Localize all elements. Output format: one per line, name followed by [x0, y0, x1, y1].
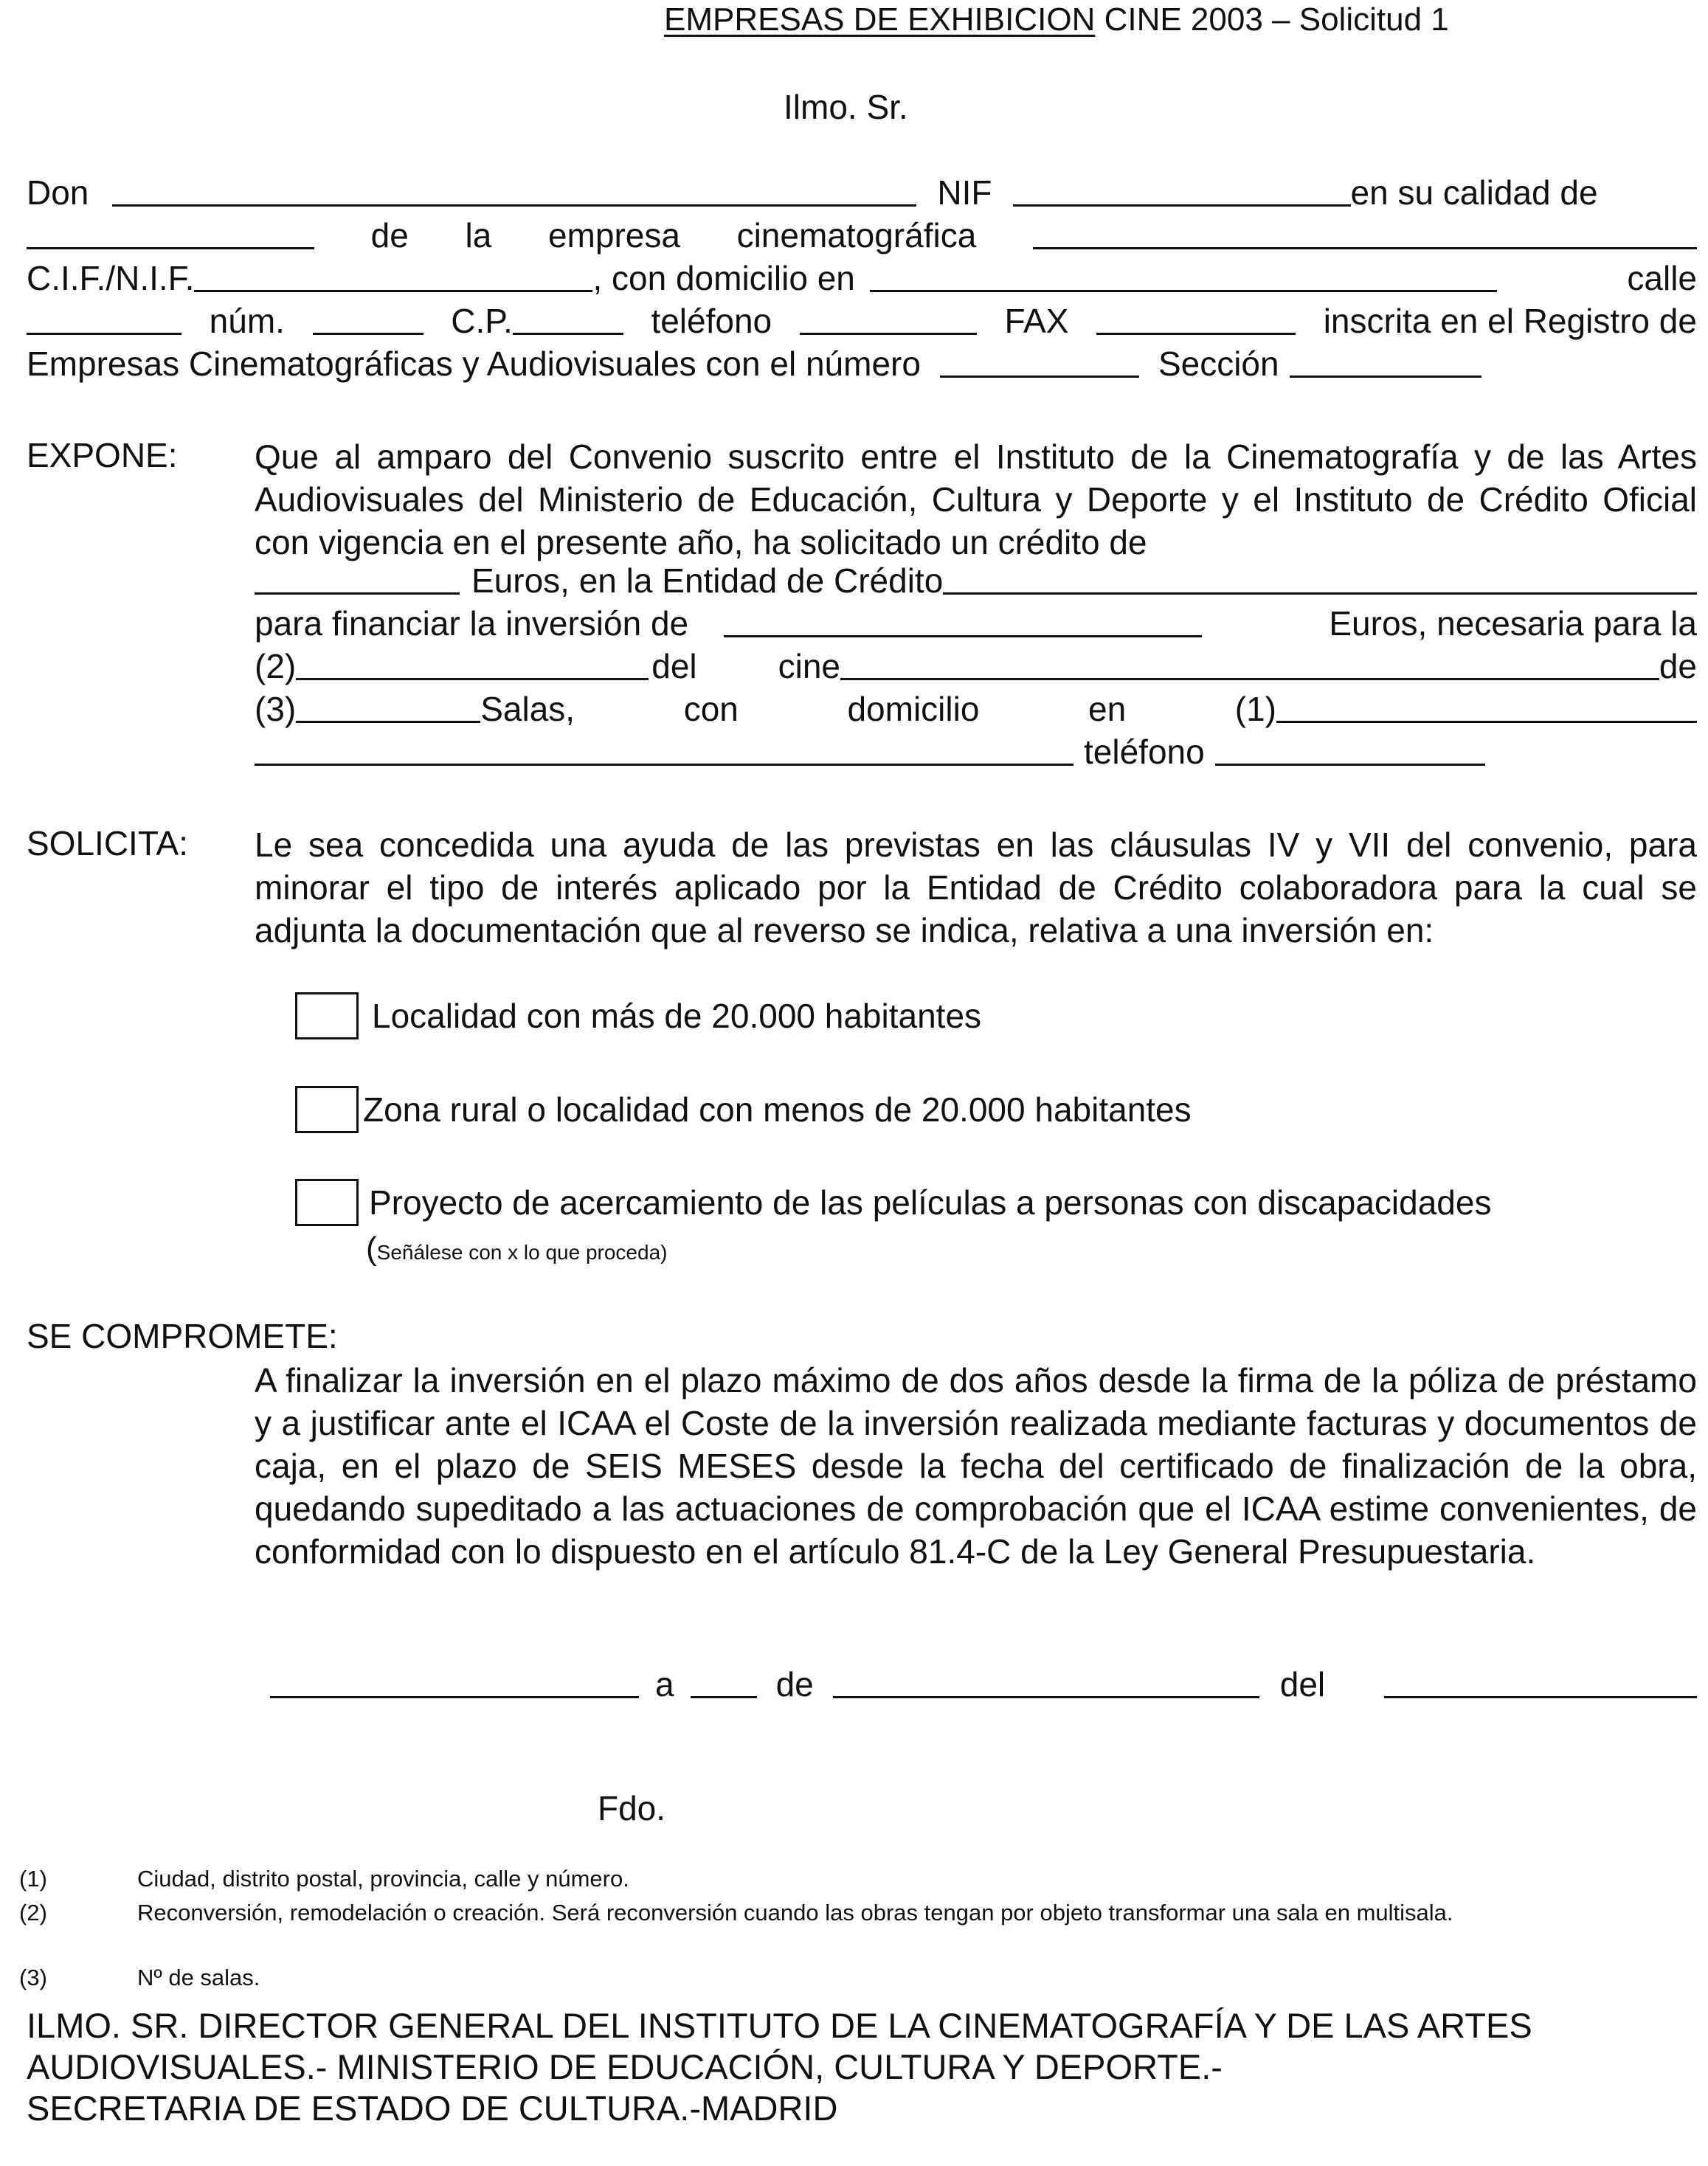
del-label: del — [651, 647, 697, 685]
de-label: de — [1659, 647, 1697, 685]
footnote-1 — [19, 1865, 1694, 1893]
footnote-2-text: Reconversión, remodelación o creación. Será reconversión cuando las obras tengan por objeto transformar una sala en multisala. — [137, 1900, 1453, 1925]
applicant-line-4 — [27, 300, 1697, 341]
expone-line-8 — [255, 730, 1697, 772]
expone-line-6 — [255, 645, 1697, 686]
year-field[interactable] — [1384, 1667, 1697, 1698]
option-2-label: Zona rural o localidad con menos de 20.000 habitantes — [363, 1090, 1192, 1129]
addressee-line-3: SECRETARIA DE ESTADO DE CULTURA.-MADRID — [27, 2089, 838, 2128]
option-row-1 — [295, 992, 981, 1039]
addressee-line-2: AUDIOVISUALES.- MINISTERIO DE EDUCACIÓN, CULTURA Y DEPORTE.- — [27, 2047, 1223, 2086]
fax-field[interactable] — [1096, 303, 1296, 335]
street-field[interactable] — [27, 303, 181, 335]
form-title — [664, 1, 1449, 38]
checkbox-hint — [366, 1231, 667, 1267]
euros-entidad-label: Euros, en la Entidad de Crédito — [471, 561, 944, 600]
compromete-text: A finalizar la inversión en el plazo máximo de dos años desde la firma de la póliza de préstamo y a justificar ante el ICAA el Coste de la inversión realizada mediante facturas y documentos de caja, en el plazo de SEIS MESES desde la fecha del certificado de finalización de la obra, quedando supeditado a las actuaciones de comprobación que el ICAA estime convenientes, de conformidad con lo dispuesto en el artículo 81.4-C de la Ley General Presupuestaria. — [255, 1361, 1697, 1571]
registry-number-field[interactable] — [940, 346, 1139, 378]
footnote-3 — [19, 1964, 1694, 1992]
compromete-label: SE COMPROMETE: — [27, 1317, 338, 1355]
footnote-1-text: Ciudad, distrito postal, provincia, calle y número. — [137, 1866, 629, 1892]
la-word: la — [465, 216, 492, 255]
cinema-address-field[interactable] — [1276, 691, 1697, 723]
financiar-label: para financiar la inversión de — [255, 604, 689, 643]
rooms-field[interactable] — [296, 691, 480, 723]
en-word: en — [1088, 690, 1127, 728]
calle-label: calle — [1627, 259, 1697, 297]
section-field[interactable] — [1290, 346, 1481, 378]
empresa-word: empresa — [547, 216, 680, 255]
day-field[interactable] — [691, 1667, 757, 1698]
number-field[interactable] — [313, 303, 423, 335]
checkbox-zona-rural[interactable] — [295, 1086, 359, 1133]
applicant-line-1 — [27, 171, 1697, 212]
don-label: Don — [27, 173, 89, 212]
expone-label: EXPONE: — [27, 436, 178, 474]
solicita-text: Le sea concedida una ayuda de las previstas en las cláusulas IV y VII del convenio, para minorar el tipo de interés aplicado por la Entidad de Crédito colaboradora para la cual se adjunta la documentación que al reverso se indica, relativa a una inversión en: — [255, 826, 1697, 949]
cine-label: cine — [778, 647, 841, 685]
work-type-field[interactable] — [296, 648, 649, 680]
phone-field[interactable] — [800, 303, 977, 335]
num-label: núm. — [209, 302, 285, 340]
date-de-label: de — [775, 1665, 814, 1703]
addressee-line-1: ILMO. SR. DIRECTOR GENERAL DEL INSTITUTO DE LA CINEMATOGRAFÍA Y DE LAS ARTES — [27, 2006, 1532, 2045]
telefono-cine-label: teléfono — [1084, 733, 1205, 771]
calidad-label: en su calidad de — [1350, 173, 1598, 212]
ref1-label: (1) — [1234, 690, 1276, 728]
solicita-label: SOLICITA: — [27, 824, 188, 862]
cif-field[interactable] — [194, 260, 592, 292]
expone-line-4 — [255, 559, 1697, 601]
address-field[interactable] — [870, 260, 1497, 292]
nif-label: NIF — [937, 173, 992, 212]
hint-paren: ( — [366, 1231, 377, 1267]
footnote-3-num: (3) — [19, 1965, 47, 1990]
option-row-3 — [295, 1179, 1491, 1226]
option-3-label: Proyecto de acercamiento de las películas a personas con discapacidades — [369, 1183, 1492, 1222]
footnote-3-text: Nº de salas. — [137, 1965, 260, 1990]
salas-label: Salas, — [480, 690, 575, 728]
checkbox-localidad[interactable] — [295, 992, 359, 1039]
inscrita-label: inscrita en el Registro de — [1323, 302, 1697, 340]
registro-label: Empresas Cinematográficas y Audiovisuales con el número — [27, 345, 921, 383]
date-line — [270, 1663, 1697, 1704]
title-rest: CINE 2003 – Solicitud 1 — [1095, 1, 1449, 38]
cargo-field[interactable] — [27, 218, 314, 249]
cinematografica-word: cinematográfica — [736, 216, 977, 255]
footnote-2-num: (2) — [19, 1900, 47, 1925]
company-name-field[interactable] — [1033, 218, 1697, 249]
credit-entity-field[interactable] — [943, 563, 1697, 595]
cinema-phone-field[interactable] — [1215, 734, 1485, 766]
applicant-line-3 — [27, 257, 1697, 298]
name-field[interactable] — [112, 175, 916, 207]
date-del-label: del — [1279, 1665, 1326, 1703]
telefono-label: teléfono — [651, 302, 772, 340]
signature-label: Fdo. — [598, 1789, 666, 1827]
cp-label: C.P. — [451, 302, 513, 340]
expone-line-5 — [255, 602, 1697, 643]
credit-amount-field[interactable] — [255, 563, 460, 595]
applicant-line-2 — [27, 214, 1697, 255]
investment-amount-field[interactable] — [724, 606, 1202, 637]
addressee-block — [27, 2005, 1532, 2129]
expone-line-7 — [255, 688, 1697, 729]
applicant-line-5 — [27, 342, 1628, 384]
option-row-2 — [295, 1086, 1192, 1133]
euros-necesaria-label: Euros, necesaria para la — [1329, 604, 1697, 643]
cif-label: C.I.F./N.I.F. — [27, 259, 195, 297]
expone-text: Que al amparo del Convenio suscrito entre el Instituto de la Cinematografía y de las Artes Audiovisuales del Ministerio de Educación, Cultura y Deporte y el Instituto de Crédito Oficial con vigencia en el presente año, ha solicitado un crédito de — [255, 437, 1697, 561]
con-label: con — [683, 690, 739, 728]
place-field[interactable] — [270, 1667, 639, 1698]
cinema-name-field[interactable] — [840, 648, 1659, 680]
date-a-label: a — [655, 1665, 674, 1703]
cinema-address-field-2[interactable] — [255, 734, 1073, 766]
month-field[interactable] — [833, 1667, 1259, 1698]
salutation: Ilmo. Sr. — [784, 88, 908, 126]
de-word: de — [370, 216, 409, 255]
cp-field[interactable] — [513, 303, 623, 335]
footnote-2 — [19, 1899, 1694, 1958]
ref3-label: (3) — [255, 690, 297, 728]
hint-text: Señálese con x lo que proceda) — [376, 1241, 668, 1264]
title-underlined: EMPRESAS DE EXHIBICION — [664, 1, 1096, 38]
domicilio-label: , con domicilio en — [592, 259, 855, 297]
ref2-label: (2) — [255, 647, 297, 685]
seccion-label: Sección — [1158, 345, 1279, 383]
checkbox-discapacidades[interactable] — [295, 1179, 359, 1226]
option-1-label: Localidad con más de 20.000 habitantes — [372, 997, 982, 1035]
fax-label: FAX — [1004, 302, 1069, 340]
domicilio-word: domicilio — [847, 690, 980, 728]
footnote-1-num: (1) — [19, 1866, 47, 1892]
nif-field[interactable] — [1013, 175, 1351, 207]
